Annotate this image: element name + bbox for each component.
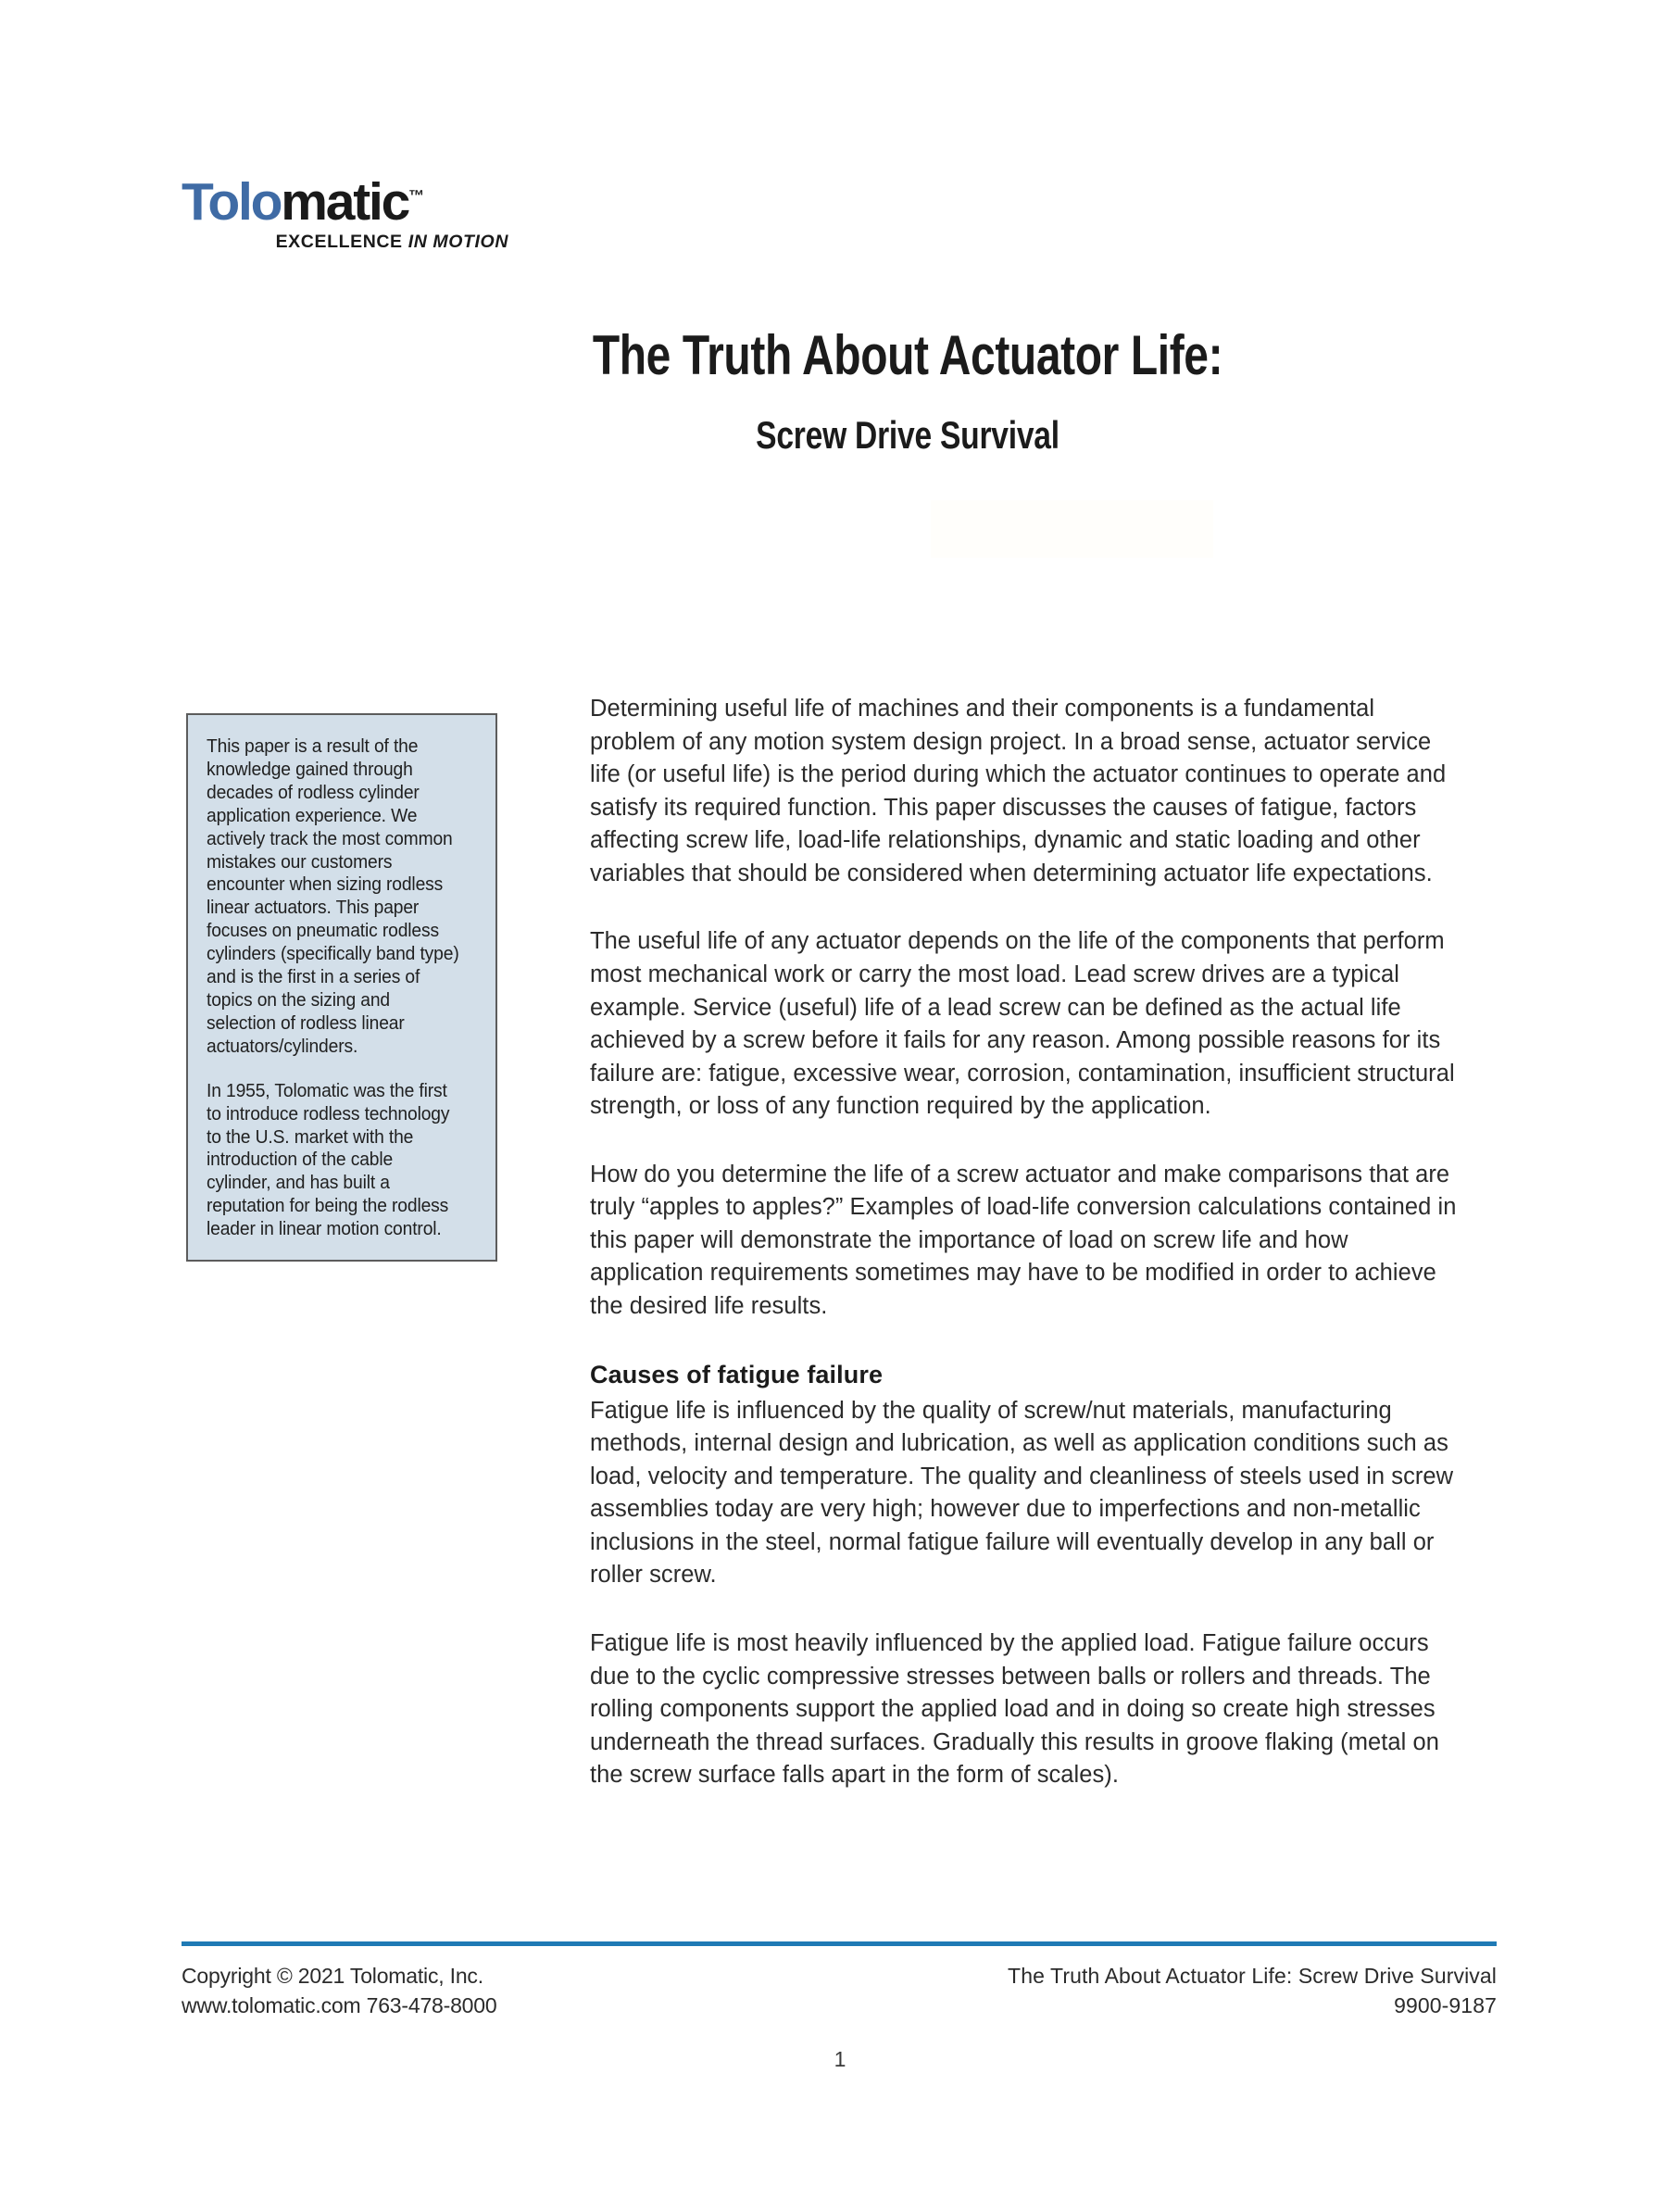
- body-paragraph-5: Fatigue life is most heavily influenced by the applied load. Fatigue failure occurs due to the cyclic compressive stresses between balls or rollers and threads. The rolling components support the applied load and in doing so create high stresses underneath the thread surfaces. Gradually this results in groove flaking (metal on the screw surface falls apart in the form of scales).: [590, 1630, 1439, 1789]
- callout-paragraph-1: This paper is a result of the knowledge gained through decades of rodless cylinder application experience. We actively track the most common mistakes our customers encounter when sizing rodless linear actuators. This paper focuses on pneumatic rodless cylinders (specifically band type) and is the first in a series of topics on the sizing and selection of rodless linear actuators/cylinders.: [207, 735, 459, 1057]
- page-number: 1: [834, 2047, 846, 2071]
- body-paragraph-1: Determining useful life of machines and their components is a fundamental problem of any motion system design project. In a broad sense, actuator service life (or useful life) is the period during which the actuator continues to operate and satisfy its required function. This paper discusses the causes of fatigue, factors affecting screw life, load-life relationships, dynamic and static loading and other variables that should be considered when determining actuator life expectations.: [590, 696, 1447, 886]
- decorative-band: [931, 500, 1213, 558]
- tolomatic-logo: [182, 172, 515, 253]
- footer-copyright: Copyright © 2021 Tolomatic, Inc.: [182, 1964, 483, 1988]
- footer-left-block: [182, 1962, 496, 2020]
- logo-wordmark: [182, 172, 515, 232]
- footer-doc-title: The Truth About Actuator Life: Screw Drive Survival: [1008, 1964, 1497, 1988]
- footer-contact: www.tolomatic.com 763-478-8000: [182, 1992, 497, 2017]
- footer-divider: [182, 1941, 1497, 1946]
- sidebar-callout: [186, 713, 497, 1262]
- footer-right-block: [1008, 1962, 1497, 2020]
- main-text-column: [590, 693, 1465, 1792]
- section-heading-causes-of-fatigue-failure: Causes of fatigue failure: [590, 1360, 884, 1388]
- logo-tagline-regular: EXCELLENCE: [275, 232, 408, 252]
- body-paragraph-4: Fatigue life is influenced by the quality of screw/nut materials, manufacturing methods, internal design and lubrication, as well as application conditions such as load, velocity and temperature. The quality and cleanliness of steels used in screw assemblies today are very high; however due to imperfections and non-metallic inclusions in the steel, normal fatigue failure will eventually develop in any ball or roller screw.: [590, 1397, 1454, 1589]
- page-footer: [182, 1962, 1497, 2020]
- body-paragraph-2: The useful life of any actuator depends on the life of the components that perform most mechanical work or carry the most load. Lead screw drives are a typical example. Service (useful) life of a lead screw can be defined as the actual life achieved by a screw before it fails for any reason. Among possible reasons for its failure are: fatigue, excessive wear, corrosion, contamination, insufficient structural strength, or loss of any function required by the application.: [590, 928, 1455, 1120]
- logo-tagline-italic: IN MOTION: [407, 232, 508, 252]
- body-paragraph-3: How do you determine the life of a screw actuator and make comparisons that are truly “apples to apples?” Examples of load-life conversion calculations contained in this paper will demonstrate the importance of load on screw life and how application requirements sometimes may have to be modified in order to achieve the desired life results.: [590, 1161, 1457, 1319]
- page-title: The Truth About Actuator Life:: [592, 324, 1223, 386]
- logo-word-black: matic: [281, 172, 409, 232]
- trademark-icon: ™: [408, 187, 425, 205]
- page-subtitle: Screw Drive Survival: [756, 413, 1059, 457]
- callout-paragraph-2: In 1955, Tolomatic was the first to introduce rodless technology to the U.S. market with the introduction of the cable cylinder, and has built a reputation for being the rodless leader in linear motion control.: [207, 1079, 450, 1240]
- logo-tagline: [182, 232, 508, 253]
- logo-word-blue: Tolo: [182, 172, 282, 232]
- footer-doc-number: 9900-9187: [1394, 1992, 1497, 2017]
